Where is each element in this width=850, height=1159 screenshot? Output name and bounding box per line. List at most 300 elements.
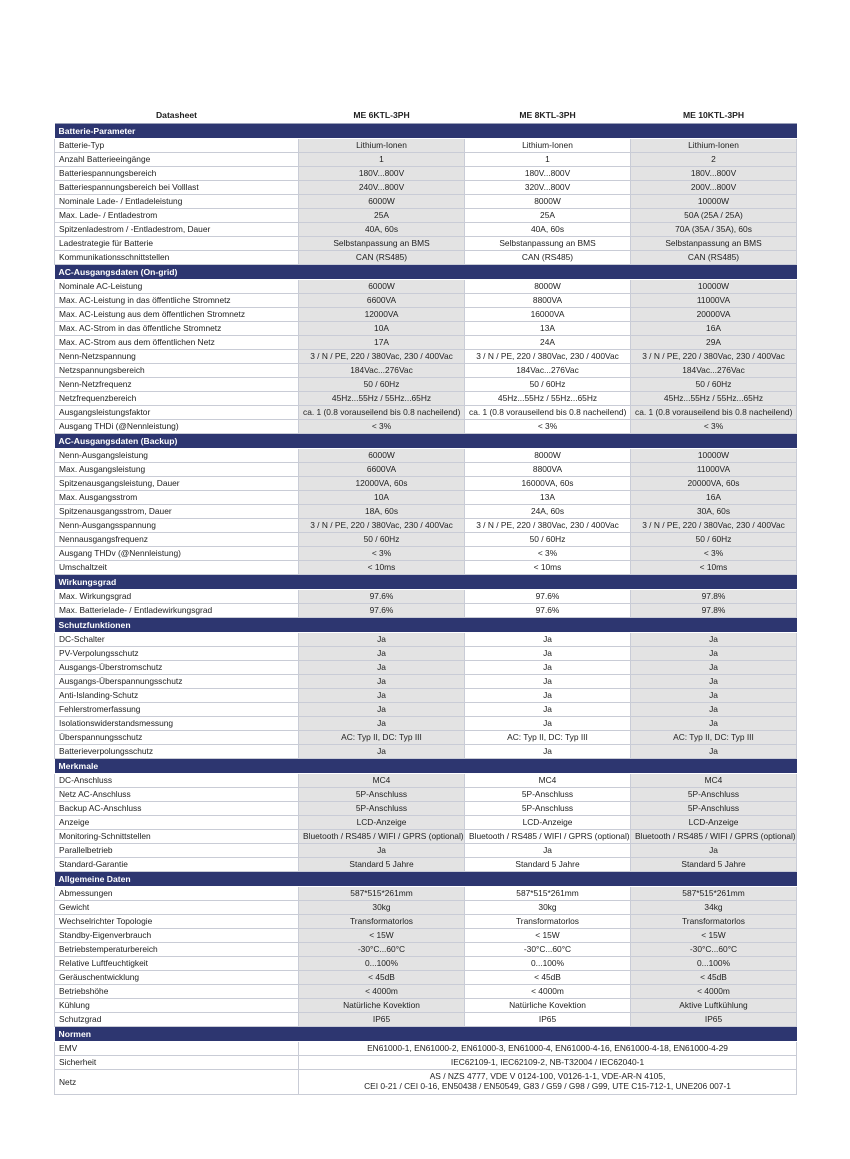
section-title: Schutzfunktionen [55, 618, 797, 633]
row-label: Ausgangs-Überspannungsschutz [55, 675, 299, 689]
row-value: Selbstanpassung an BMS [299, 237, 465, 251]
span-line: EN61000-1, EN61000-2, EN61000-3, EN61000-4, EN61000-4-16, EN61000-4-18, EN61000-4-29 [367, 1043, 728, 1054]
row-value: Standard 5 Jahre [299, 858, 465, 872]
span-line: CEI 0-21 / CEI 0-16, EN50438 / EN50549, G83 / G59 / G98 / G99, UTE C15-712-1, UNE206 007-1 [364, 1081, 731, 1091]
row-label: Nenn-Ausgangsleistung [55, 449, 299, 463]
row-label: Anzahl Batterieeingänge [55, 153, 299, 167]
table-row [55, 280, 797, 294]
row-value: 30A, 60s [631, 505, 797, 519]
row-value: Ja [465, 661, 631, 675]
row-value: Ja [631, 675, 797, 689]
row-value: CAN (RS485) [631, 251, 797, 265]
row-span-value [299, 1070, 797, 1095]
row-value: 184Vac...276Vac [465, 364, 631, 378]
row-label: Anti-Islanding-Schutz [55, 689, 299, 703]
row-value: Ja [465, 647, 631, 661]
row-value: 3 / N / PE, 220 / 380Vac, 230 / 400Vac [465, 519, 631, 533]
row-value: Bluetooth / RS485 / WIFI / GPRS (optional) [631, 830, 797, 844]
row-value: Lithium-Ionen [465, 139, 631, 153]
row-value: Bluetooth / RS485 / WIFI / GPRS (optional) [465, 830, 631, 844]
model-header: ME 6KTL-3PH [299, 108, 465, 124]
row-value: IP65 [631, 1013, 797, 1027]
row-label: Sicherheit [55, 1056, 299, 1070]
row-label: DC-Schalter [55, 633, 299, 647]
row-value: LCD-Anzeige [631, 816, 797, 830]
table-row [55, 929, 797, 943]
row-value: 45Hz...55Hz / 55Hz...65Hz [299, 392, 465, 406]
row-value: 17A [299, 336, 465, 350]
row-value: 13A [465, 491, 631, 505]
row-value: 10A [299, 322, 465, 336]
row-value: 8000W [465, 449, 631, 463]
row-label: Max. Ausgangsstrom [55, 491, 299, 505]
table-row [55, 420, 797, 434]
section-title: Normen [55, 1027, 797, 1042]
row-value: Ja [465, 745, 631, 759]
row-label: PV-Verpolungsschutz [55, 647, 299, 661]
row-value: CAN (RS485) [465, 251, 631, 265]
row-value: LCD-Anzeige [299, 816, 465, 830]
row-label: Max. AC-Strom in das öffentliche Stromnetz [55, 322, 299, 336]
row-label: Betriebstemperaturbereich [55, 943, 299, 957]
row-value: 6000W [299, 280, 465, 294]
row-value: 6000W [299, 449, 465, 463]
row-value: 6600VA [299, 294, 465, 308]
row-value: 10A [299, 491, 465, 505]
table-row [55, 336, 797, 350]
row-value: 50 / 60Hz [465, 378, 631, 392]
row-label: Nenn-Netzspannung [55, 350, 299, 364]
row-label: Max. AC-Leistung in das öffentliche Stromnetz [55, 294, 299, 308]
section-title: Merkmale [55, 759, 797, 774]
table-row [55, 251, 797, 265]
row-value: AC: Typ II, DC: Typ III [631, 731, 797, 745]
row-label: Nenn-Netzfrequenz [55, 378, 299, 392]
row-value: 20000VA [631, 308, 797, 322]
row-value: Transformatorlos [299, 915, 465, 929]
row-value: 8000W [465, 195, 631, 209]
table-row [55, 491, 797, 505]
row-value: Ja [631, 689, 797, 703]
row-value: Bluetooth / RS485 / WIFI / GPRS (optional) [299, 830, 465, 844]
row-value: < 45dB [465, 971, 631, 985]
row-value: 12000VA, 60s [299, 477, 465, 491]
table-row [55, 745, 797, 759]
row-value: AC: Typ II, DC: Typ III [299, 731, 465, 745]
section-title: Allgemeine Daten [55, 872, 797, 887]
row-value: 16A [631, 491, 797, 505]
table-row [55, 633, 797, 647]
row-value: ca. 1 (0.8 vorauseilend bis 0.8 nacheilend) [465, 406, 631, 420]
row-value: 97.6% [465, 604, 631, 618]
table-row [55, 139, 797, 153]
row-label: Batteriespannungsbereich [55, 167, 299, 181]
table-row [55, 561, 797, 575]
row-value: 40A, 60s [299, 223, 465, 237]
row-value: 6000W [299, 195, 465, 209]
table-row [55, 449, 797, 463]
row-value: 5P-Anschluss [465, 788, 631, 802]
row-value: Ja [465, 689, 631, 703]
row-value: < 3% [631, 547, 797, 561]
row-label: Ladestrategie für Batterie [55, 237, 299, 251]
table-row [55, 477, 797, 491]
row-label: Max. Wirkungsgrad [55, 590, 299, 604]
table-row [55, 901, 797, 915]
row-label: Gewicht [55, 901, 299, 915]
row-label: Wechselrichter Topologie [55, 915, 299, 929]
table-row [55, 195, 797, 209]
span-line: IEC62109-1, IEC62109-2, NB-T32004 / IEC62040-1 [450, 1057, 645, 1068]
table-row [55, 392, 797, 406]
section-header [55, 434, 797, 449]
row-value: < 3% [631, 420, 797, 434]
table-row [55, 675, 797, 689]
row-value: 45Hz...55Hz / 55Hz...65Hz [631, 392, 797, 406]
row-value: Ja [631, 647, 797, 661]
row-label: Netz AC-Anschluss [55, 788, 299, 802]
row-value: 24A [465, 336, 631, 350]
row-value: Ja [465, 675, 631, 689]
row-value: < 3% [465, 547, 631, 561]
table-row [55, 237, 797, 251]
row-value: 45Hz...55Hz / 55Hz...65Hz [465, 392, 631, 406]
row-value: 97.6% [299, 604, 465, 618]
row-value: Ja [299, 745, 465, 759]
row-value: Ja [631, 844, 797, 858]
row-label: Batterieverpolungsschutz [55, 745, 299, 759]
row-value: 12000VA [299, 308, 465, 322]
table-row [55, 647, 797, 661]
row-value: 16000VA, 60s [465, 477, 631, 491]
row-label: Betriebshöhe [55, 985, 299, 999]
table-row [55, 943, 797, 957]
table-row [55, 689, 797, 703]
row-value: 20000VA, 60s [631, 477, 797, 491]
row-value: Selbstanpassung an BMS [631, 237, 797, 251]
table-row [55, 153, 797, 167]
section-title: Batterie-Parameter [55, 124, 797, 139]
row-value: 240V...800V [299, 181, 465, 195]
row-value: 30kg [299, 901, 465, 915]
table-row [55, 547, 797, 561]
row-value: Natürliche Kovektion [299, 999, 465, 1013]
row-value: 0...100% [631, 957, 797, 971]
row-label: Spitzenausgangsleistung, Dauer [55, 477, 299, 491]
section-title: Wirkungsgrad [55, 575, 797, 590]
row-label: Standby-Eigenverbrauch [55, 929, 299, 943]
row-value: < 3% [299, 420, 465, 434]
row-value: < 10ms [465, 561, 631, 575]
row-value: 184Vac...276Vac [299, 364, 465, 378]
row-label: Max. Ausgangsleistung [55, 463, 299, 477]
datasheet-table [54, 108, 797, 1095]
table-row [55, 294, 797, 308]
table-row [55, 181, 797, 195]
table-row [55, 985, 797, 999]
table-row [55, 1013, 797, 1027]
table-row [55, 505, 797, 519]
row-value: -30°C...60°C [465, 943, 631, 957]
row-label: Nenn-Ausgangsspannung [55, 519, 299, 533]
row-value: < 15W [299, 929, 465, 943]
row-value: 30kg [465, 901, 631, 915]
row-value: 40A, 60s [465, 223, 631, 237]
row-value: 5P-Anschluss [465, 802, 631, 816]
row-value: 50 / 60Hz [631, 378, 797, 392]
table-row [55, 209, 797, 223]
row-value: 184Vac...276Vac [631, 364, 797, 378]
row-value: LCD-Anzeige [465, 816, 631, 830]
row-value: 24A, 60s [465, 505, 631, 519]
row-label: Netzspannungsbereich [55, 364, 299, 378]
row-value: Ja [631, 633, 797, 647]
row-value: 8800VA [465, 463, 631, 477]
row-value: 2 [631, 153, 797, 167]
row-value: 5P-Anschluss [299, 802, 465, 816]
row-label: Ausgangsleistungsfaktor [55, 406, 299, 420]
row-label: Spitzenladestrom / -Entladestrom, Dauer [55, 223, 299, 237]
header-row [55, 108, 797, 124]
row-span-value [299, 1042, 797, 1056]
table-row [55, 858, 797, 872]
row-value: 0...100% [299, 957, 465, 971]
row-label: Abmessungen [55, 887, 299, 901]
row-value: 5P-Anschluss [631, 802, 797, 816]
row-value: Ja [631, 745, 797, 759]
row-label: Nominale Lade- / Entladeleistung [55, 195, 299, 209]
table-row [55, 661, 797, 675]
row-value: < 10ms [631, 561, 797, 575]
row-value: 587*515*261mm [299, 887, 465, 901]
row-label: DC-Anschluss [55, 774, 299, 788]
table-row [55, 604, 797, 618]
table-row [55, 1070, 797, 1095]
row-value: Ja [465, 633, 631, 647]
row-value: < 15W [465, 929, 631, 943]
row-label: Netzfrequenzbereich [55, 392, 299, 406]
row-value: Selbstanpassung an BMS [465, 237, 631, 251]
row-value: 10000W [631, 195, 797, 209]
row-value: 587*515*261mm [631, 887, 797, 901]
row-value: Aktive Luftkühlung [631, 999, 797, 1013]
row-value: -30°C...60°C [299, 943, 465, 957]
row-value: 180V...800V [631, 167, 797, 181]
row-value: 25A [465, 209, 631, 223]
row-value: 5P-Anschluss [631, 788, 797, 802]
row-label: Geräuschentwicklung [55, 971, 299, 985]
span-line: AS / NZS 4777, VDE V 0124-100, V0126-1-1, VDE-AR-N 4105, [429, 1071, 666, 1082]
row-value: Transformatorlos [631, 915, 797, 929]
row-value: 29A [631, 336, 797, 350]
table-row [55, 816, 797, 830]
row-value: Ja [465, 703, 631, 717]
row-value: 587*515*261mm [465, 887, 631, 901]
section-header [55, 759, 797, 774]
row-value: 8000W [465, 280, 631, 294]
row-label: Schutzgrad [55, 1013, 299, 1027]
row-label: Isolationswiderstandsmessung [55, 717, 299, 731]
row-value: 5P-Anschluss [299, 788, 465, 802]
row-value: Standard 5 Jahre [631, 858, 797, 872]
row-value: < 3% [299, 547, 465, 561]
row-value: 6600VA [299, 463, 465, 477]
row-value: ca. 1 (0.8 vorauseilend bis 0.8 nacheilend) [631, 406, 797, 420]
row-value: Ja [631, 661, 797, 675]
row-value: 97.6% [299, 590, 465, 604]
row-value: 34kg [631, 901, 797, 915]
table-row [55, 519, 797, 533]
row-value: 0...100% [465, 957, 631, 971]
row-value: Lithium-Ionen [299, 139, 465, 153]
row-label: Spitzenausgangsstrom, Dauer [55, 505, 299, 519]
row-value: 1 [465, 153, 631, 167]
table-row [55, 533, 797, 547]
row-value: -30°C...60°C [631, 943, 797, 957]
table-row [55, 830, 797, 844]
row-value: Ja [299, 661, 465, 675]
row-value: Ja [631, 703, 797, 717]
table-row [55, 590, 797, 604]
row-value: < 4000m [465, 985, 631, 999]
row-label: Fehlerstromerfassung [55, 703, 299, 717]
row-label: Nennausgangsfrequenz [55, 533, 299, 547]
row-label: Anzeige [55, 816, 299, 830]
row-value: MC4 [465, 774, 631, 788]
table-row [55, 167, 797, 181]
table-row [55, 999, 797, 1013]
row-value: 1 [299, 153, 465, 167]
row-value: AC: Typ II, DC: Typ III [465, 731, 631, 745]
row-label: Parallelbetrieb [55, 844, 299, 858]
row-value: Ja [299, 844, 465, 858]
table-row [55, 887, 797, 901]
row-value: 25A [299, 209, 465, 223]
model-header: ME 8KTL-3PH [465, 108, 631, 124]
row-value: IP65 [465, 1013, 631, 1027]
row-value: Ja [299, 689, 465, 703]
row-value: MC4 [299, 774, 465, 788]
row-value: 180V...800V [299, 167, 465, 181]
row-value: < 4000m [299, 985, 465, 999]
row-value: 10000W [631, 449, 797, 463]
row-value: Ja [299, 633, 465, 647]
row-label: Umschaltzeit [55, 561, 299, 575]
row-span-value [299, 1056, 797, 1070]
row-value: MC4 [631, 774, 797, 788]
row-value: 8800VA [465, 294, 631, 308]
section-header [55, 872, 797, 887]
row-value: 50 / 60Hz [465, 533, 631, 547]
row-value: 200V...800V [631, 181, 797, 195]
section-header [55, 265, 797, 280]
row-label: Max. AC-Leistung aus dem öffentlichen Stromnetz [55, 308, 299, 322]
header-label: Datasheet [55, 108, 299, 124]
table-row [55, 350, 797, 364]
row-label: Max. Lade- / Entladestrom [55, 209, 299, 223]
row-value: 3 / N / PE, 220 / 380Vac, 230 / 400Vac [299, 519, 465, 533]
row-value: 50A (25A / 25A) [631, 209, 797, 223]
row-value: 3 / N / PE, 220 / 380Vac, 230 / 400Vac [631, 350, 797, 364]
table-row [55, 1042, 797, 1056]
row-value: < 10ms [299, 561, 465, 575]
row-value: 50 / 60Hz [299, 533, 465, 547]
row-label: Backup AC-Anschluss [55, 802, 299, 816]
row-value: ca. 1 (0.8 vorauseilend bis 0.8 nacheilend) [299, 406, 465, 420]
row-label: Überspannungsschutz [55, 731, 299, 745]
table-row [55, 717, 797, 731]
table-row [55, 1056, 797, 1070]
row-value: CAN (RS485) [299, 251, 465, 265]
row-value: 11000VA [631, 294, 797, 308]
row-value: Ja [299, 703, 465, 717]
row-value: Ja [465, 717, 631, 731]
row-value: Lithium-Ionen [631, 139, 797, 153]
row-label: EMV [55, 1042, 299, 1056]
row-value: 50 / 60Hz [299, 378, 465, 392]
table-row [55, 703, 797, 717]
row-value: Ja [299, 647, 465, 661]
row-value: Natürliche Kovektion [465, 999, 631, 1013]
row-label: Kühlung [55, 999, 299, 1013]
table-row [55, 322, 797, 336]
section-header [55, 124, 797, 139]
table-row [55, 802, 797, 816]
table-row [55, 463, 797, 477]
table-row [55, 788, 797, 802]
table-row [55, 774, 797, 788]
table-row [55, 308, 797, 322]
section-title: AC-Ausgangsdaten (On-grid) [55, 265, 797, 280]
row-label: Monitoring-Schnittstellen [55, 830, 299, 844]
row-label: Ausgang THDi (@Nennleistung) [55, 420, 299, 434]
row-value: < 4000m [631, 985, 797, 999]
table-row [55, 844, 797, 858]
table-row [55, 731, 797, 745]
row-value: IP65 [299, 1013, 465, 1027]
row-label: Netz [55, 1070, 299, 1095]
row-label: Batterie-Typ [55, 139, 299, 153]
section-title: AC-Ausgangsdaten (Backup) [55, 434, 797, 449]
row-value: 97.6% [465, 590, 631, 604]
row-value: 16A [631, 322, 797, 336]
row-value: < 15W [631, 929, 797, 943]
row-value: 11000VA [631, 463, 797, 477]
row-value: 10000W [631, 280, 797, 294]
row-value: 18A, 60s [299, 505, 465, 519]
row-value: Ja [465, 844, 631, 858]
row-value: 97.8% [631, 590, 797, 604]
row-value: 3 / N / PE, 220 / 380Vac, 230 / 400Vac [299, 350, 465, 364]
row-value: 97.8% [631, 604, 797, 618]
row-value: Transformatorlos [465, 915, 631, 929]
row-value: 16000VA [465, 308, 631, 322]
row-value: Ja [299, 675, 465, 689]
model-header: ME 10KTL-3PH [631, 108, 797, 124]
row-value: 50 / 60Hz [631, 533, 797, 547]
row-label: Max. AC-Strom aus dem öffentlichen Netz [55, 336, 299, 350]
row-label: Ausgangs-Überstromschutz [55, 661, 299, 675]
row-value: < 45dB [631, 971, 797, 985]
row-label: Batteriespannungsbereich bei Volllast [55, 181, 299, 195]
section-header [55, 575, 797, 590]
row-value: Ja [631, 717, 797, 731]
row-label: Nominale AC-Leistung [55, 280, 299, 294]
table-row [55, 406, 797, 420]
row-value: 3 / N / PE, 220 / 380Vac, 230 / 400Vac [631, 519, 797, 533]
row-value: < 3% [465, 420, 631, 434]
datasheet-body [55, 124, 797, 1095]
